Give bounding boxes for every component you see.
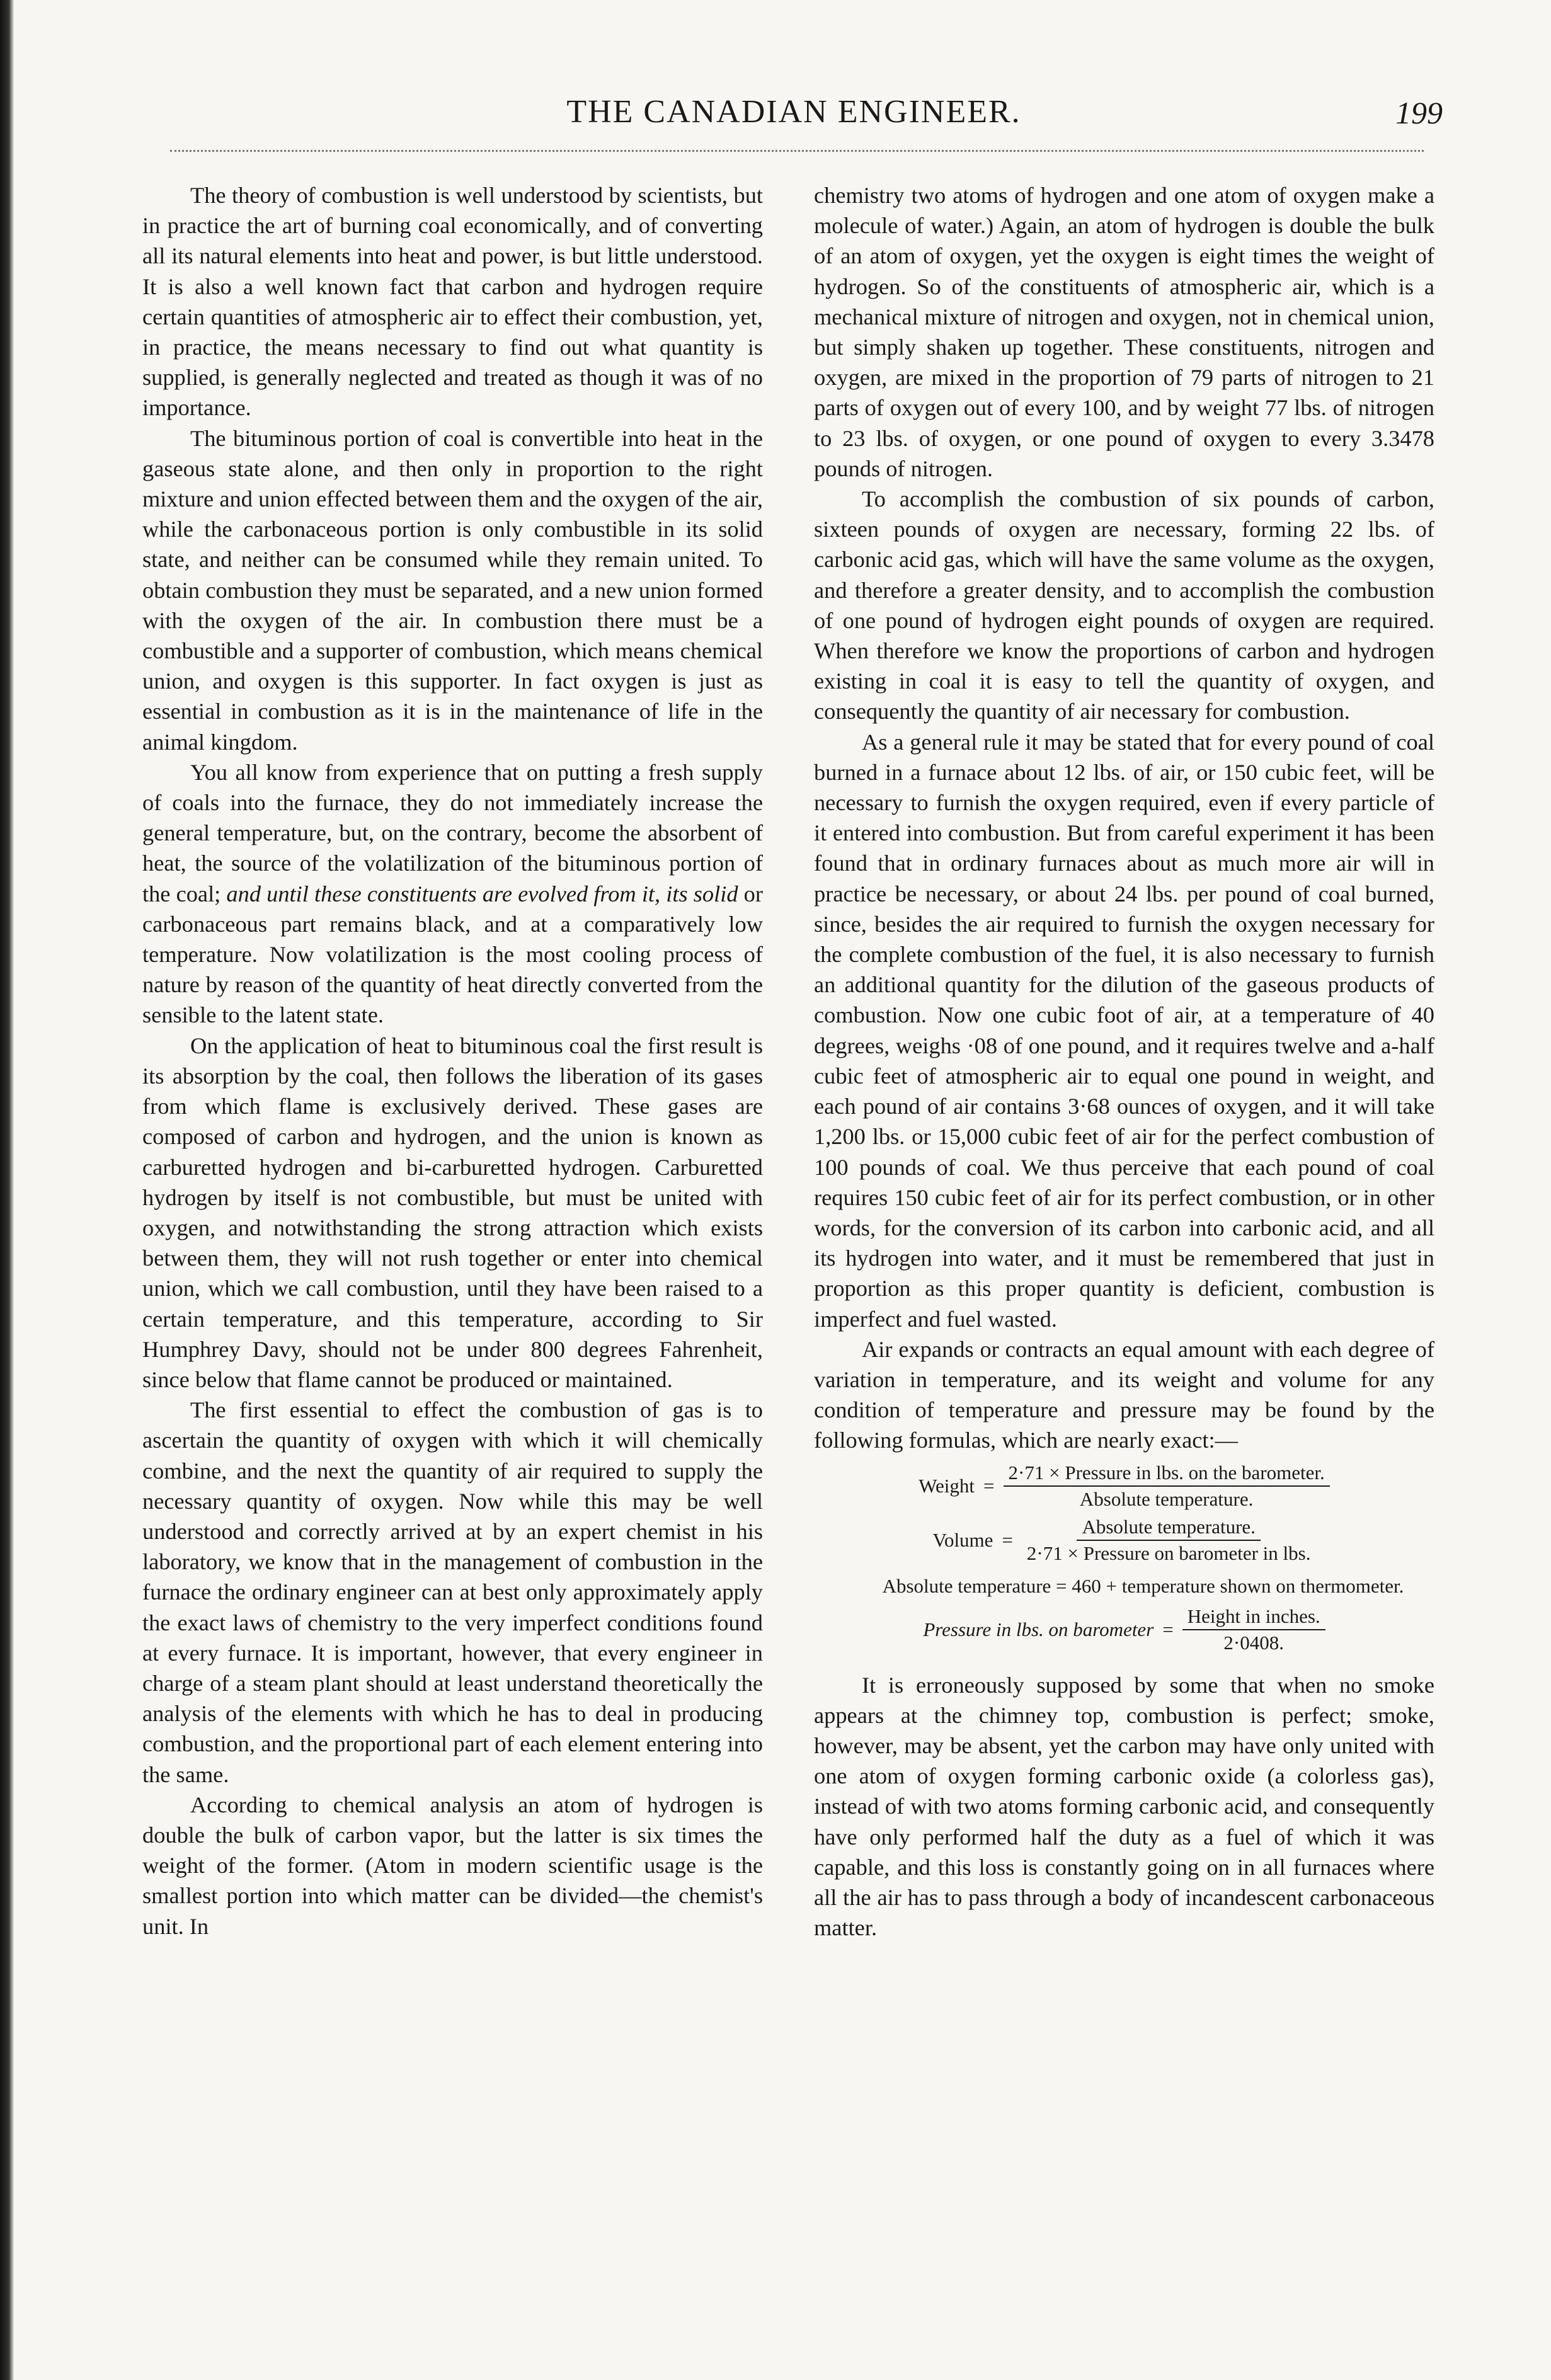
- journal-title: THE CANADIAN ENGINEER.: [566, 94, 1021, 130]
- fraction: [1182, 1606, 1325, 1654]
- formula-block: [814, 1462, 1434, 1654]
- absolute-temperature-formula: Absolute temperature = 460 + temperature shown on thermometer.: [882, 1574, 1404, 1597]
- italic-text: and until these constituents are evolved from it, its solid: [226, 881, 738, 907]
- denominator: Absolute temperature.: [1079, 1487, 1254, 1510]
- weight-formula: [814, 1462, 1434, 1510]
- header-rule: [170, 150, 1424, 152]
- paragraph-text: You all know from experience that on putting a fresh supply of coals into the furnace, they do not immediately increase the general temperature, but, on the contrary, become the absorbent of heat, the source of the volatilization of the bituminous portion of the coal;: [142, 759, 763, 907]
- denominator: 2·71 × Pressure on barometer in lbs.: [1026, 1542, 1311, 1564]
- paragraph: The first essential to effect the combustion of gas is to ascertain the quantity of oxygen with which it will chemically combine, and the next the quantity of air required to supply the necessary quantity of oxygen. Now while this may be well understood and correctly arrived at by an expert chemist in his laboratory, we know that in the management of combustion in the furnace the ordinary engineer can at best only approximately apply the exact laws of chemistry to the very imperfect conditions found at every furnace. It is important, however, that every engineer in charge of a steam plant should at least understand theoretically the analysis of the elements with which he has to deal in producing combustion, and the proportional part of each element entering into the same.: [142, 1397, 763, 1787]
- formula-label: Weight: [919, 1474, 975, 1497]
- equals-sign: =: [1002, 1528, 1013, 1551]
- numerator: 2·71 × Pressure in lbs. on the barometer.: [1004, 1462, 1330, 1487]
- fraction: [1004, 1462, 1330, 1510]
- paragraph: To accomplish the combustion of six pounds of carbon, sixteen pounds of oxygen are necessary, forming 22 lbs. of carbonic acid gas, which will have the same volume as the oxygen, and therefore a greater density, and to accomplish the combustion of one pound of hydrogen eight pounds of oxygen are required. When therefore we know the proportions of carbon and hydrogen existing in coal it is easy to tell the quantity of oxygen, and consequently the quantity of air necessary for combustion.: [814, 486, 1434, 724]
- pressure-formula: [814, 1606, 1434, 1654]
- numerator: Height in inches.: [1182, 1606, 1325, 1630]
- denominator: 2·0408.: [1223, 1631, 1284, 1654]
- paragraph: According to chemical analysis an atom of hydrogen is double the bulk of carbon vapor, but the latter is six times the weight of the former. (Atom in modern scientific usage is the smallest portion into which matter can be divided—the chemist's unit. In: [142, 1792, 763, 1939]
- paragraph-text: or carbonaceous part remains black, and at a comparatively low temperature. Now volatilization is the most cooling process of nature by reason of the quantity of heat directly converted from the sensible to the latent state.: [142, 881, 763, 1028]
- page-header: [145, 93, 1443, 144]
- book-spine-edge: [0, 0, 14, 2380]
- equals-sign: =: [1162, 1618, 1174, 1640]
- equals-sign: =: [983, 1474, 995, 1497]
- fraction: [1022, 1516, 1316, 1564]
- paragraph: It is erroneously supposed by some that when no smoke appears at the chimney top, combustion is perfect; smoke, however, may be absent, yet the carbon may have only united with one atom of oxygen forming carbonic oxide (a colorless gas), instead of with two atoms forming carbonic acid, and consequently have only performed half the duty as a fuel of which it was capable, and this loss is constantly going on in all furnaces where all the air has to pass through a body of incandescent carbonaceous matter.: [814, 1672, 1434, 1941]
- paragraph: On the application of heat to bituminous coal the first result is its absorption by the coal, then follows the liberation of its gases from which flame is exclusively derived. These gases are composed of carbon and hydrogen, and the union is known as carburetted hydrogen and bi-carburetted hydrogen. Carburetted hydrogen by itself is not combustible, but must be united with oxygen, and notwithstanding the strong attraction which exists between them, they will not rush together or enter into chemical union, which we call combustion, until they have been raised to a certain temperature, and this temperature, according to Sir Humphrey Davy, should not be under 800 degrees Fahrenheit, since below that flame cannot be produced or maintained.: [142, 1033, 763, 1392]
- volume-formula: [814, 1516, 1434, 1564]
- paragraph: Air expands or contracts an equal amount with each degree of variation in temperature, and its weight and volume for any condition of temperature and pressure may be found by the following formulas, which are nearly exact:—: [814, 1336, 1434, 1453]
- paragraph: The bituminous portion of coal is convertible into heat in the gaseous state alone, and then only in proportion to the right mixture and union effected between them and the oxygen of the air, while the carbonaceous portion is only combustible in its solid state, and neither can be consumed while they remain united. To obtain combustion they must be separated, and a new union formed with the oxygen of the air. In combustion there must be a combustible and a supporter of combustion, which means chemical union, and oxygen is this supporter. In fact oxygen is just as essential in combustion as it is in the maintenance of life in the animal kingdom.: [142, 425, 763, 755]
- formula-label: Volume: [932, 1528, 993, 1551]
- numerator: Absolute temperature.: [1077, 1516, 1260, 1541]
- right-column: [814, 180, 1434, 1943]
- left-column: [142, 180, 763, 1942]
- paragraph: As a general rule it may be stated that for every pound of coal burned in a furnace about 12 lbs. of air, or 150 cubic feet, will be necessary to furnish the oxygen required, even if every particle of it entered into combustion. But from careful experiment it has been found that in ordinary furnaces about as much more air will in practice be necessary, or about 24 lbs. per pound of coal burned, since, besides the air required to furnish the oxygen necessary for the complete combustion of the fuel, it is also necessary to furnish an additional quantity for the dilution of the gaseous products of combustion. Now one cubic foot of air, at a temperature of 40 degrees, weighs ·08 of one pound, and it requires twelve and a-half cubic feet of atmospheric air to equal one pound in weight, and each pound of air contains 3·68 ounces of oxygen, and it will take 1,200 lbs. or 15,000 cubic feet of air for the perfect combustion of 100 pounds of coal. We thus perceive that each pound of coal requires 150 cubic feet of air for its perfect combustion, or in other words, for the conversion of its carbon into carbonic acid, and all its hydrogen into water, and it must be remembered that just in proportion as this proper quantity is deficient, combustion is imperfect and fuel wasted.: [814, 729, 1434, 1332]
- paragraph: chemistry two atoms of hydrogen and one atom of oxygen make a molecule of water.) Again, an atom of hydrogen is double the bulk of an atom of oxygen, yet the oxygen is eight times the weight of hydrogen. So of the constituents of atmospheric air, which is a mechanical mixture of nitrogen and oxygen, not in chemical union, but simply shaken up together. These constituents, nitrogen and oxygen, are mixed in the proportion of 79 parts of nitrogen to 21 parts of oxygen out of every 100, and by weight 77 lbs. of nitrogen to 23 lbs. of oxygen, or one pound of oxygen to every 3.3478 pounds of nitrogen.: [814, 183, 1434, 481]
- paragraph: [142, 757, 763, 1031]
- page-number: 199: [1395, 95, 1443, 130]
- paragraph: The theory of combustion is well understood by scientists, but in practice the art of burning coal economically, and of converting all its natural elements into heat and power, is but little understood. It is also a well known fact that carbon and hydrogen require certain quantities of atmospheric air to effect their combustion, yet, in practice, the means necessary to find out what quantity is supplied, is generally neglected and treated as though it was of no importance.: [142, 183, 763, 421]
- formula-label: Pressure in lbs. on barometer: [923, 1618, 1154, 1640]
